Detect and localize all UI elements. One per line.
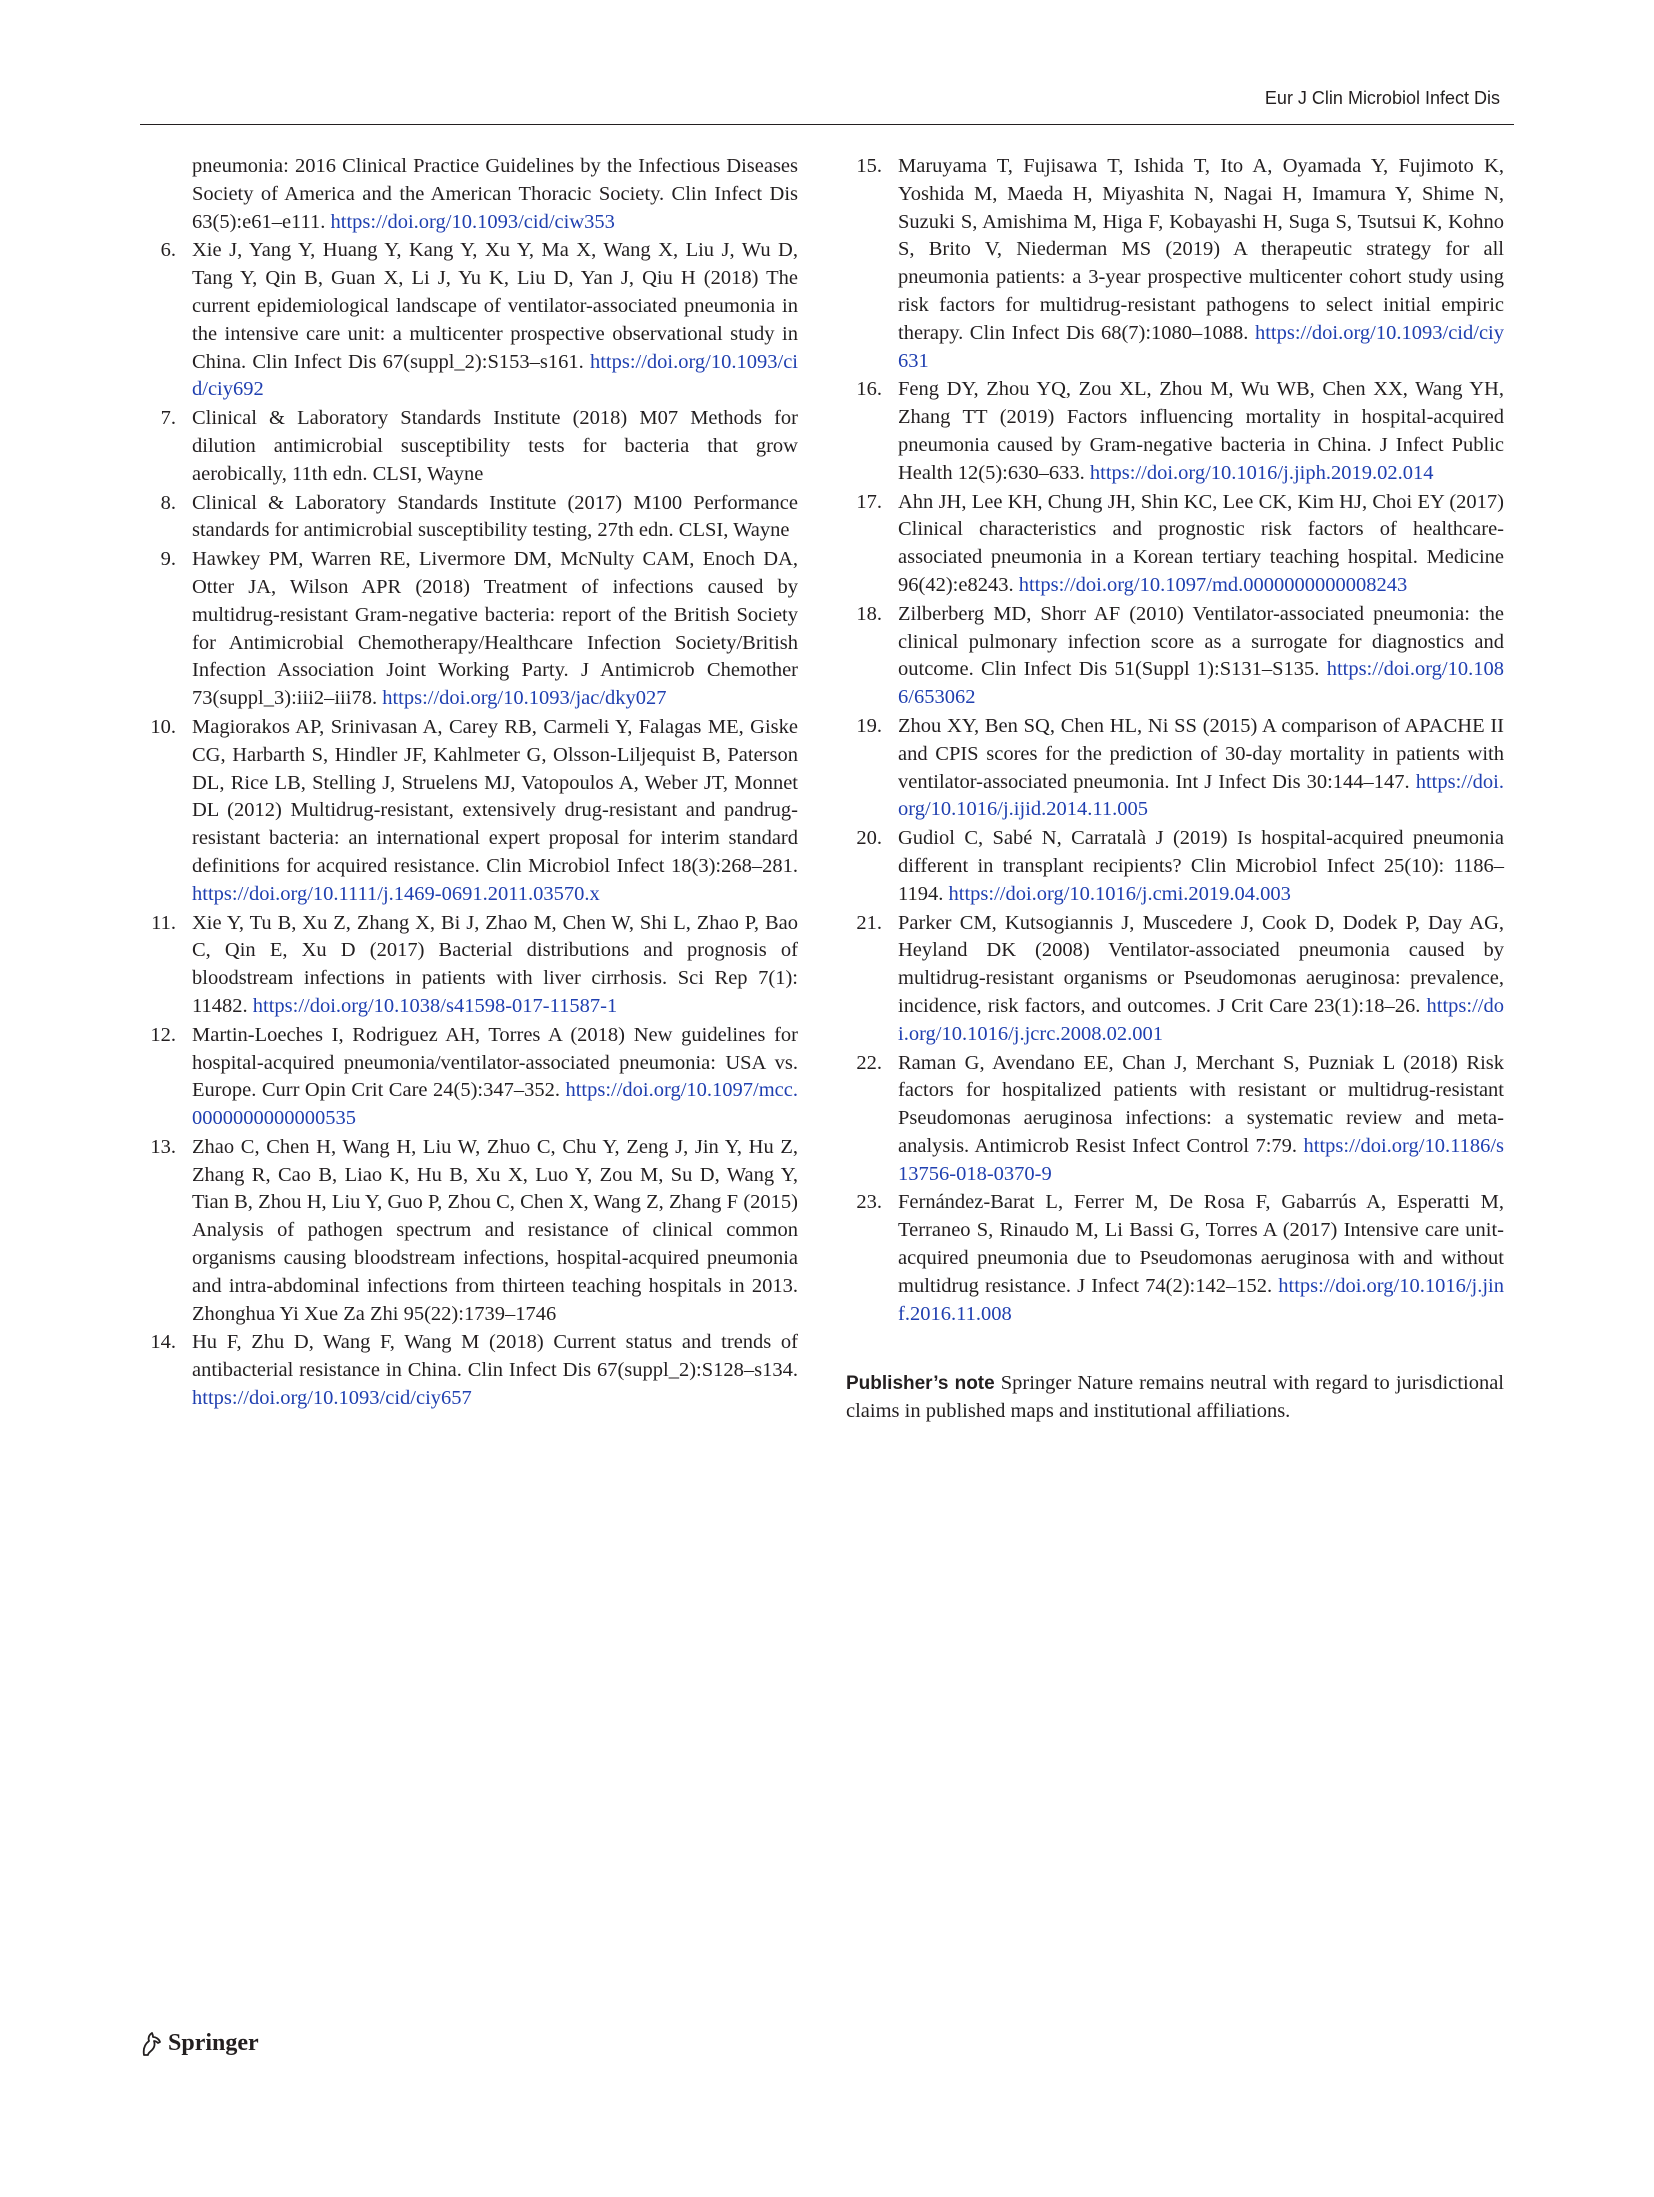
- doi-link[interactable]: https://doi.org/10.1093/cid/ciy657: [192, 1387, 472, 1410]
- reference-item: [846, 910, 1504, 1049]
- reference-item: [846, 1050, 1504, 1189]
- reference-item: [846, 489, 1504, 600]
- reference-number: 21.: [856, 911, 882, 934]
- springer-wordmark: Springer: [168, 2030, 259, 2056]
- header-rule: [140, 124, 1514, 125]
- reference-number: 7.: [160, 407, 176, 430]
- reference-number: 6.: [160, 239, 176, 262]
- reference-list-right: [846, 153, 1504, 1328]
- publisher-note: [846, 1370, 1504, 1426]
- doi-link[interactable]: https://doi.org/10.1097/mcc.0000000000000535: [192, 1079, 798, 1130]
- reference-text: Maruyama T, Fujisawa T, Ishida T, Ito A, Oyamada Y, Fujimoto K, Yoshida M, Maeda H, Miyashita N, Nagai H, Imamura Y, Shime N, Suzuki S, Amishima M, Higa F, Kobayashi H, Suga S, Tsutsui K, Kohno S, Brito V, Niederman MS (2019) A therapeutic strategy for all pneumonia patients: a 3-year prospective multicenter cohort study using risk factors for multidrug-resistant pathogens to select initial empiric therapy. Clin Infect Dis 68(7):1080–1088.: [898, 155, 1504, 344]
- reference-text: Parker CM, Kutsogiannis J, Muscedere J, Cook D, Dodek P, Day AG, Heyland DK (2008) Ventilator-associated pneumonia caused by multidrug-resistant organisms or Pseudomonas aeruginosa: prevalence, incidence, risk factors, and outcomes. J Crit Care 23(1):18–26.: [898, 911, 1504, 1017]
- reference-text: Xie J, Yang Y, Huang Y, Kang Y, Xu Y, Ma X, Wang X, Liu J, Wu D, Tang Y, Qin B, Guan X, Li J, Yu K, Liu D, Yan J, Qiu H (2018) The current epidemiological landscape of ventilator-associated pneumonia in the intensive care unit: a multicenter prospective observational study in China. Clin Infect Dis 67(suppl_2):S153–s161.: [192, 239, 798, 373]
- reference-text: Ahn JH, Lee KH, Chung JH, Shin KC, Lee CK, Kim HJ, Choi EY (2017) Clinical characteristics and prognostic risk factors of healthcare-associated pneumonia in a Korean tertiary teaching hospital. Medicine 96(42):e8243.: [898, 490, 1504, 596]
- reference-number: 15.: [856, 155, 882, 177]
- reference-number: 20.: [856, 827, 882, 850]
- reference-text: Martin-Loeches I, Rodriguez AH, Torres A (2018) New guidelines for hospital-acquired pneumonia/ventilator-associated pneumonia: USA vs. Europe. Curr Opin Crit Care 24(5):347–352.: [192, 1023, 798, 1102]
- reference-item: [846, 153, 1504, 375]
- reference-text: Raman G, Avendano EE, Chan J, Merchant S, Puzniak L (2018) Risk factors for hospitalized patients with resistant or multidrug-resistant Pseudomonas aeruginosa infections: a systematic review and meta-analysis. Antimicrob Resist Infect Control 7:79.: [898, 1051, 1504, 1157]
- reference-number: 11.: [151, 911, 176, 934]
- reference-number: 17.: [856, 490, 882, 513]
- doi-link[interactable]: https://doi.org/10.1016/j.ijid.2014.11.005: [898, 770, 1504, 821]
- doi-link[interactable]: https://doi.org/10.1097/md.0000000000008243: [1018, 573, 1408, 596]
- reference-text: Zilberberg MD, Shorr AF (2010) Ventilator-associated pneumonia: the clinical pulmonary infection score as a surrogate for diagnostics and outcome. Clin Infect Dis 51(Suppl 1):S131–S135.: [898, 602, 1504, 681]
- reference-item: [140, 405, 798, 488]
- reference-number: 8.: [160, 491, 176, 514]
- right-column: [846, 153, 1504, 1426]
- publisher-note-label: Publisher’s note: [846, 1373, 995, 1395]
- reference-item: [140, 237, 798, 404]
- doi-link[interactable]: https://doi.org/10.1093/cid/ciy692: [192, 350, 798, 401]
- doi-link[interactable]: https://doi.org/10.1186/s13756-018-0370-9: [898, 1134, 1504, 1185]
- reference-text: Magiorakos AP, Srinivasan A, Carey RB, Carmeli Y, Falagas ME, Giske CG, Harbarth S, Hindler JF, Kahlmeter G, Olsson-Liljequist B, Paterson DL, Rice LB, Stelling J, Struelens MJ, Vatopoulos A, Weber JT, Monnet DL (2012) Multidrug-resistant, extensively drug-resistant and pandrug-resistant bacteria: an international expert proposal for interim standard definitions for acquired resistance. Clin Microbiol Infect 18(3):268–281.: [192, 715, 798, 877]
- doi-link[interactable]: https://doi.org/10.1093/jac/dky027: [382, 687, 667, 710]
- doi-link[interactable]: https://doi.org/10.1016/j.jinf.2016.11.008: [898, 1274, 1504, 1325]
- reference-text: Hu F, Zhu D, Wang F, Wang M (2018) Current status and trends of antibacterial resistance in China. Clin Infect Dis 67(suppl_2):S128–s134.: [192, 1331, 798, 1382]
- reference-item: [140, 910, 798, 1021]
- springer-horse-icon: [140, 2031, 162, 2057]
- reference-text: Zhou XY, Ben SQ, Chen HL, Ni SS (2015) A comparison of APACHE II and CPIS scores for the prediction of 30-day mortality in patients with ventilator-associated pneumonia. Int J Infect Dis 30:144–147.: [898, 714, 1504, 793]
- reference-continuation: [140, 153, 798, 236]
- reference-item: [846, 376, 1504, 487]
- publisher-note-text: Springer Nature remains neutral with regard to jurisdictional claims in published maps and institutional affiliations.: [846, 1372, 1504, 1423]
- reference-text: Gudiol C, Sabé N, Carratalà J (2019) Is hospital-acquired pneumonia different in transplant recipients? Clin Microbiol Infect 25(10): 1186–1194.: [898, 827, 1504, 905]
- doi-link[interactable]: https://doi.org/10.1093/cid/ciy631: [898, 321, 1504, 372]
- doi-link[interactable]: https://doi.org/10.1093/cid/ciw353: [330, 210, 615, 233]
- doi-link[interactable]: https://doi.org/10.1016/j.jcrc.2008.02.001: [898, 994, 1504, 1045]
- journal-title: Eur J Clin Microbiol Infect Dis: [1264, 88, 1500, 108]
- reference-number: 16.: [856, 378, 882, 401]
- reference-item: [140, 1134, 798, 1329]
- reference-item: [846, 713, 1504, 824]
- reference-text: Hawkey PM, Warren RE, Livermore DM, McNulty CAM, Enoch DA, Otter JA, Wilson APR (2018) Treatment of infections caused by multidrug-resistant Gram-negative bacteria: report of the British Society for Antimicrobial Chemotherapy/Healthcare Infection Society/British Infection Association Joint Working Party. J Antimicrob Chemother 73(suppl_3):iii2–iii78.: [192, 548, 798, 710]
- reference-text: Xie Y, Tu B, Xu Z, Zhang X, Bi J, Zhao M, Chen W, Shi L, Zhao P, Bao C, Qin E, Xu D (2017) Bacterial distributions and prognosis of bloodstream infections in patients with liver cirrhosis. Sci Rep 7(1): 11482.: [192, 911, 798, 1017]
- springer-logo: [140, 2030, 259, 2057]
- reference-text: Clinical & Laboratory Standards Institute (2017) M100 Performance standards for antimicrobial susceptibility testing, 27th edn. CLSI, Wayne: [192, 491, 798, 542]
- reference-number: 22.: [856, 1051, 882, 1074]
- reference-number: 9.: [160, 548, 176, 571]
- reference-number: 18.: [856, 602, 882, 625]
- reference-number: 14.: [150, 1331, 176, 1354]
- reference-text: Zhao C, Chen H, Wang H, Liu W, Zhuo C, Chu Y, Zeng J, Jin Y, Hu Z, Zhang R, Cao B, Liao K, Hu B, Xu X, Luo Y, Zou M, Su D, Wang Y, Tian B, Zhou H, Liu Y, Guo P, Zhou C, Chen X, Wang Z, Zhang F (2015) Analysis of pathogen spectrum and resistance of clinical common organisms causing bloodstream infections, hospital-acquired pneumonia and intra-abdominal infections from thirteen teaching hospitals in 2013. Zhonghua Yi Xue Za Zhi 95(22):1739–1746: [192, 1135, 798, 1325]
- reference-text: pneumonia: 2016 Clinical Practice Guidelines by the Infectious Diseases Society of America and the American Thoracic Society. Clin Infect Dis 63(5):e61–e111.: [192, 155, 798, 233]
- reference-item: [846, 825, 1504, 908]
- reference-item: [846, 601, 1504, 712]
- reference-item: [140, 1329, 798, 1412]
- reference-number: 10.: [150, 715, 176, 738]
- doi-link[interactable]: https://doi.org/10.1016/j.cmi.2019.04.003: [948, 882, 1291, 905]
- reference-item: [140, 1022, 798, 1133]
- reference-text: Feng DY, Zhou YQ, Zou XL, Zhou M, Wu WB, Chen XX, Wang YH, Zhang TT (2019) Factors influencing mortality in hospital-acquired pneumonia caused by Gram-negative bacteria in China. J Infect Public Health 12(5):630–633.: [898, 378, 1504, 484]
- reference-number: 19.: [856, 714, 882, 737]
- doi-link[interactable]: https://doi.org/10.1111/j.1469-0691.2011.03570.x: [192, 882, 600, 905]
- doi-link[interactable]: https://doi.org/10.1038/s41598-017-11587-1: [252, 994, 618, 1017]
- reference-item: [140, 490, 798, 546]
- reference-item: [140, 714, 798, 909]
- reference-text: Clinical & Laboratory Standards Institute (2018) M07 Methods for dilution antimicrobial susceptibility tests for bacteria that grow aerobically, 11th edn. CLSI, Wayne: [192, 407, 798, 485]
- reference-item: [140, 546, 798, 713]
- doi-link[interactable]: https://doi.org/10.1016/j.jiph.2019.02.014: [1089, 461, 1434, 484]
- reference-item: [846, 1189, 1504, 1328]
- reference-number: 12.: [150, 1023, 176, 1046]
- reference-number: 13.: [150, 1135, 176, 1158]
- reference-number: 23.: [856, 1191, 882, 1214]
- left-column: [140, 153, 798, 1414]
- doi-link[interactable]: https://doi.org/10.1086/653062: [898, 658, 1504, 709]
- reference-list-left: [140, 237, 798, 1412]
- reference-text: Fernández-Barat L, Ferrer M, De Rosa F, Gabarrús A, Esperatti M, Terraneo S, Rinaudo M, Li Bassi G, Torres A (2017) Intensive care unit-acquired pneumonia due to Pseudomonas aeruginosa with and without multidrug resistance. J Infect 74(2):142–152.: [898, 1191, 1504, 1297]
